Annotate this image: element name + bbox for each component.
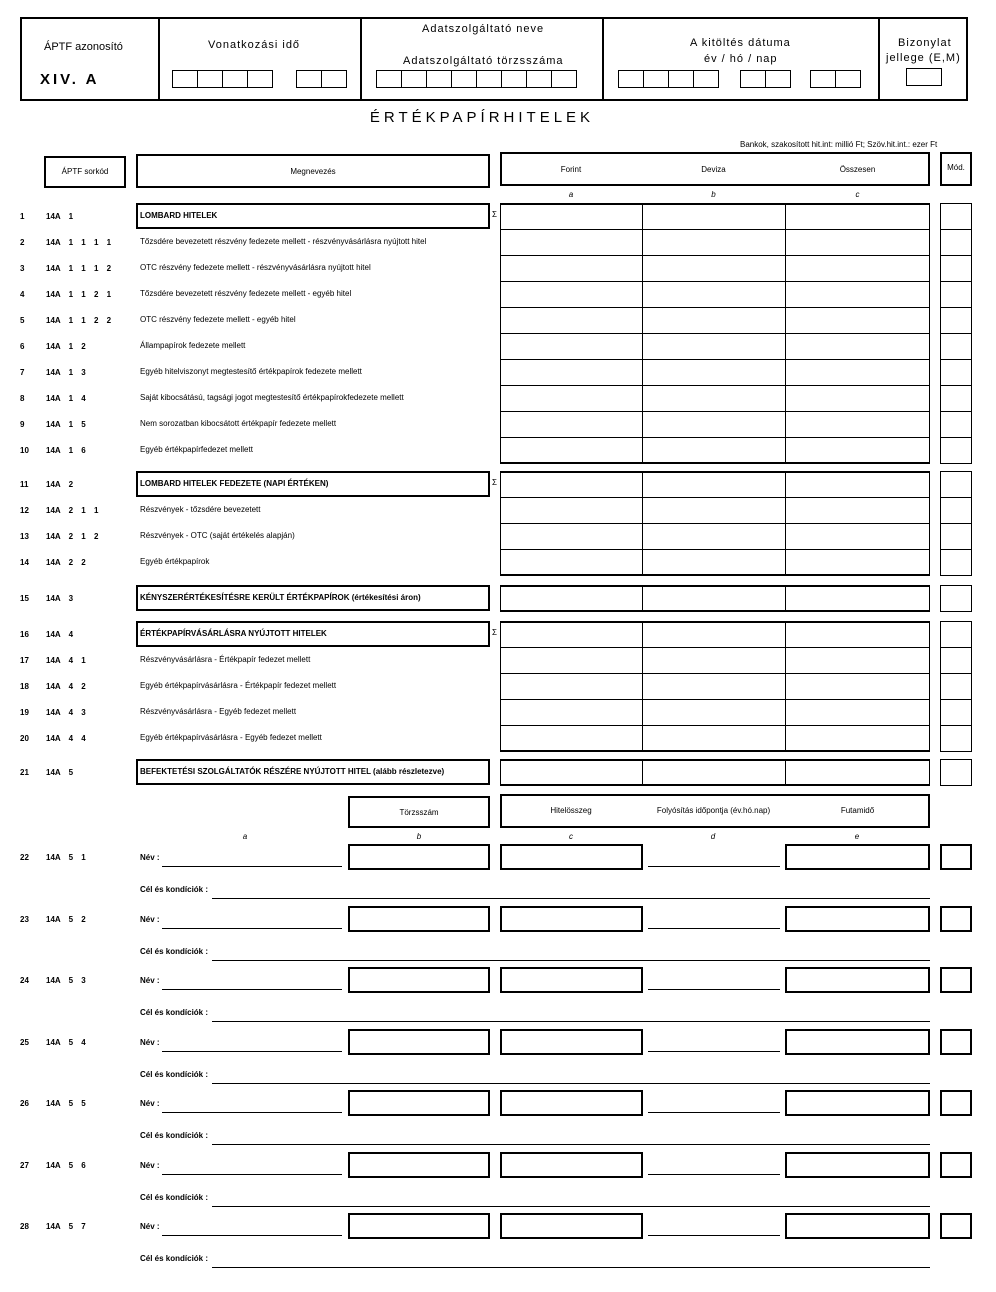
doc-type-label: Bizonylat <box>898 37 952 49</box>
osszesen-cell[interactable] <box>785 203 930 230</box>
deviza-cell[interactable] <box>642 307 786 334</box>
cel-line[interactable] <box>212 1021 930 1022</box>
cel-label: Cél és kondíciók : <box>140 885 209 894</box>
row-number: 18 <box>20 682 29 691</box>
mod-cell[interactable] <box>940 844 972 870</box>
row-number: 27 <box>20 1160 29 1170</box>
deviza-cell[interactable] <box>642 759 786 786</box>
mod-cell[interactable] <box>940 385 972 412</box>
units-note: Bankok, szakosított hit.int: millió Ft; Szöv.hit.int.: ezer Ft <box>740 140 938 149</box>
osszesen-cell[interactable] <box>785 523 930 550</box>
row-number: 11 <box>20 480 29 489</box>
period-input-day[interactable] <box>296 70 346 88</box>
row-number: 2 <box>20 238 25 247</box>
deviza-cell[interactable] <box>642 549 786 576</box>
deviza-cell[interactable] <box>642 437 786 464</box>
row-code: 14A 4 <box>46 630 74 639</box>
row-number: 8 <box>20 394 25 403</box>
name-label: Név : <box>140 976 160 985</box>
futamido-input[interactable] <box>785 1029 930 1055</box>
torzsszam-input[interactable] <box>348 844 490 870</box>
cel-label: Cél és kondíciók : <box>140 1192 209 1202</box>
mod-cell[interactable] <box>940 281 972 308</box>
provider-id-input[interactable] <box>376 70 576 88</box>
mod-cell[interactable] <box>940 471 972 498</box>
row-number: 19 <box>20 708 29 717</box>
row-number: 7 <box>20 368 25 377</box>
osszesen-cell[interactable] <box>785 411 930 438</box>
row-number: 25 <box>20 1037 29 1047</box>
name-line[interactable] <box>162 928 342 929</box>
mod-cell[interactable] <box>940 359 972 386</box>
forint-cell[interactable] <box>500 307 643 334</box>
mod-cell[interactable] <box>940 967 972 993</box>
row-label: KÉNYSZERÉRTÉKESÍTÉSRE KERÜLT ÉRTÉKPAPÍROK (értékesítési áron) <box>140 593 421 602</box>
row-code: 14A 5 3 <box>46 976 86 985</box>
forint-cell[interactable] <box>500 621 643 648</box>
sub-col-d-label: d <box>710 832 716 841</box>
deviza-cell[interactable] <box>642 203 786 230</box>
osszesen-cell[interactable] <box>785 759 930 786</box>
mod-cell[interactable] <box>940 1152 972 1178</box>
row-number: 21 <box>20 768 29 777</box>
forint-cell[interactable] <box>500 497 643 524</box>
forint-cell[interactable] <box>500 759 643 786</box>
forint-cell[interactable] <box>500 523 643 550</box>
row-label: Saját kibocsátású, tagsági jogot megtestesítő értékpapírokfedezete mellett <box>140 393 404 402</box>
forint-cell[interactable] <box>500 255 643 282</box>
sigma-mark: Σ <box>492 628 497 637</box>
row-code: 14A 5 1 <box>46 853 86 862</box>
osszesen-cell[interactable] <box>785 471 930 498</box>
forint-cell[interactable] <box>500 281 643 308</box>
deviza-header-label: Deviza <box>701 165 726 174</box>
mod-cell[interactable] <box>940 699 972 726</box>
deviza-cell[interactable] <box>642 229 786 256</box>
row-number: 9 <box>20 420 25 429</box>
provider-name-label: Adatszolgáltató neve <box>422 23 545 35</box>
col-b-label: b <box>711 190 716 199</box>
row-code: 14A 5 <box>46 768 74 777</box>
mod-cell[interactable] <box>940 523 972 550</box>
header-divider-3 <box>602 17 604 101</box>
cel-line[interactable] <box>212 898 930 899</box>
futamido-input[interactable] <box>785 1213 930 1239</box>
hitelosszeg-input[interactable] <box>500 1029 643 1055</box>
row-code: 14A 2 2 <box>46 558 86 567</box>
row-number: 6 <box>20 342 25 351</box>
deviza-cell[interactable] <box>642 497 786 524</box>
forint-header-label: Forint <box>560 165 582 174</box>
row-number: 12 <box>20 506 29 515</box>
row-label: Egyéb értékpapírvásárlásra - Értékpapír fedezet mellett <box>140 681 337 690</box>
sub-col-b-label: b <box>416 832 422 841</box>
deviza-cell[interactable] <box>642 255 786 282</box>
mod-cell[interactable] <box>940 1090 972 1116</box>
row-number: 16 <box>20 630 29 639</box>
sub-col-e-label: e <box>854 832 860 841</box>
futamido-header-label: Futamidő <box>840 806 875 815</box>
hitelosszeg-input[interactable] <box>500 1090 643 1116</box>
row-code: 14A 4 3 <box>46 708 86 717</box>
osszesen-cell[interactable] <box>785 725 930 752</box>
folyositas-line[interactable] <box>648 1112 780 1113</box>
forint-cell[interactable] <box>500 549 643 576</box>
forint-cell[interactable] <box>500 437 643 464</box>
row-code: 14A 1 2 <box>46 342 86 351</box>
forint-cell[interactable] <box>500 725 643 752</box>
folyositas-line[interactable] <box>648 989 780 990</box>
row-number: 24 <box>20 976 29 985</box>
header-divider-2 <box>360 17 362 101</box>
folyositas-line[interactable] <box>648 1235 780 1236</box>
row-label: LOMBARD HITELEK <box>140 211 218 220</box>
sub-col-a-label: a <box>242 832 248 841</box>
torzsszam-input[interactable] <box>348 1213 490 1239</box>
osszesen-header-label: Összesen <box>839 165 876 174</box>
deviza-cell[interactable] <box>642 673 786 700</box>
doc-type-input[interactable] <box>906 68 942 86</box>
row-label: Egyéb értékpapírok <box>140 557 210 566</box>
osszesen-cell[interactable] <box>785 229 930 256</box>
fill-date-day-input[interactable] <box>810 70 860 88</box>
name-line[interactable] <box>162 1235 342 1236</box>
row-label: Részvények - tőzsdére bevezetett <box>140 505 261 514</box>
forint-cell[interactable] <box>500 229 643 256</box>
osszesen-cell[interactable] <box>785 699 930 726</box>
row-code: 14A 4 1 <box>46 656 86 665</box>
mod-cell[interactable] <box>940 203 972 230</box>
row-code: 14A 2 <box>46 480 74 489</box>
aptf-id-label: ÁPTF azonosító <box>44 41 123 53</box>
row-code: 14A 5 4 <box>46 1037 86 1047</box>
forint-cell[interactable] <box>500 647 643 674</box>
row-label: Részvényvásárlásra - Értékpapír fedezet mellett <box>140 655 311 664</box>
cel-label: Cél és kondíciók : <box>140 1254 209 1263</box>
row-number: 17 <box>20 656 29 665</box>
osszesen-cell[interactable] <box>785 359 930 386</box>
osszesen-cell[interactable] <box>785 673 930 700</box>
provider-id-label: Adatszolgáltató törzsszáma <box>403 55 564 67</box>
row-code: 14A 1 1 1 1 <box>46 238 112 247</box>
page-title: ÉRTÉKPAPÍRHITELEK <box>369 109 595 126</box>
header-divider-1 <box>158 17 160 101</box>
col-a-label: a <box>568 190 574 199</box>
row-label: BEFEKTETÉSI SZOLGÁLTATÓK RÉSZÉRE NYÚJTOTT HITEL (alább részletezve) <box>140 767 445 776</box>
period-input-year-month[interactable] <box>172 70 272 88</box>
row-code: 14A 3 <box>46 594 74 603</box>
mod-cell[interactable] <box>940 906 972 932</box>
deviza-cell[interactable] <box>642 523 786 550</box>
row-code: 14A 1 1 1 2 <box>46 264 112 273</box>
mod-cell[interactable] <box>940 759 972 786</box>
deviza-cell[interactable] <box>642 411 786 438</box>
mod-cell[interactable] <box>940 585 972 612</box>
name-label: Név : <box>140 1037 160 1047</box>
mod-header-label: Mód. <box>947 163 965 172</box>
row-label: Egyéb értékpapírfedezet mellett <box>140 445 253 454</box>
mod-cell[interactable] <box>940 411 972 438</box>
deviza-cell[interactable] <box>642 621 786 648</box>
forint-cell[interactable] <box>500 585 643 612</box>
forint-cell[interactable] <box>500 359 643 386</box>
row-code: 14A 1 1 2 1 <box>46 290 112 299</box>
row-number: 23 <box>20 914 29 924</box>
osszesen-cell[interactable] <box>785 255 930 282</box>
mod-cell[interactable] <box>940 255 972 282</box>
row-number: 13 <box>20 532 29 541</box>
row-number: 15 <box>20 594 29 603</box>
osszesen-cell[interactable] <box>785 333 930 360</box>
osszesen-cell[interactable] <box>785 549 930 576</box>
name-label: Név : <box>140 853 160 862</box>
cel-label: Cél és kondíciók : <box>140 1008 209 1017</box>
hitelosszeg-input[interactable] <box>500 967 643 993</box>
row-code: 14A 4 4 <box>46 734 86 743</box>
mod-cell[interactable] <box>940 673 972 700</box>
name-line[interactable] <box>162 1174 342 1175</box>
row-code: 14A 5 7 <box>46 1222 86 1231</box>
row-number: 4 <box>20 290 25 299</box>
row-code: 14A 1 4 <box>46 394 86 403</box>
row-label: Tőzsdére bevezetett részvény fedezete mellett - részvényvásárlásra nyújtott hitel <box>140 237 427 246</box>
name-line[interactable] <box>162 1112 342 1113</box>
forint-cell[interactable] <box>500 411 643 438</box>
hitelosszeg-input[interactable] <box>500 906 643 932</box>
torzsszam-input[interactable] <box>348 906 490 932</box>
folyositas-line[interactable] <box>648 1051 780 1052</box>
aptf-id-code: XIV. A <box>40 71 100 88</box>
osszesen-cell[interactable] <box>785 385 930 412</box>
row-code: 14A 5 6 <box>46 1160 86 1170</box>
torzsszam-input[interactable] <box>348 967 490 993</box>
row-label: OTC részvény fedezete mellett - részvényvásárlásra nyújtott hitel <box>140 263 371 272</box>
row-label: Részvényvásárlásra - Egyéb fedezet mellett <box>140 707 297 716</box>
deviza-cell[interactable] <box>642 359 786 386</box>
col-c-label: c <box>855 190 860 199</box>
mod-cell[interactable] <box>940 1029 972 1055</box>
aptf-rowcode-label: ÁPTF sorkód <box>61 167 109 176</box>
row-code: 14A 5 2 <box>46 914 86 924</box>
deviza-cell[interactable] <box>642 471 786 498</box>
deviza-cell[interactable] <box>642 699 786 726</box>
deviza-cell[interactable] <box>642 725 786 752</box>
forint-cell[interactable] <box>500 699 643 726</box>
futamido-input[interactable] <box>785 1090 930 1116</box>
row-number: 10 <box>20 446 29 455</box>
name-line[interactable] <box>162 866 342 867</box>
row-label: Állampapírok fedezete mellett <box>140 341 246 350</box>
row-label: Nem sorozatban kibocsátott értékpapír fedezete mellett <box>140 419 337 428</box>
hitelosszeg-input[interactable] <box>500 844 643 870</box>
row-code: 14A 1 3 <box>46 368 86 377</box>
period-label: Vonatkozási idő <box>208 39 301 51</box>
osszesen-cell[interactable] <box>785 437 930 464</box>
cel-line[interactable] <box>212 1267 930 1268</box>
mod-cell[interactable] <box>940 1213 972 1239</box>
row-label: LOMBARD HITELEK FEDEZETE (NAPI ÉRTÉKEN) <box>140 479 329 488</box>
row-number: 22 <box>20 853 29 862</box>
mod-cell[interactable] <box>940 549 972 576</box>
futamido-input[interactable] <box>785 967 930 993</box>
row-label: Egyéb hitelviszonyt megtestesítő értékpapírok fedezete mellett <box>140 367 362 376</box>
futamido-input[interactable] <box>785 844 930 870</box>
row-number: 26 <box>20 1099 29 1108</box>
fill-date-label: A kitöltés dátuma <box>690 37 791 49</box>
sub-col-c-label: c <box>569 832 573 841</box>
osszesen-cell[interactable] <box>785 307 930 334</box>
row-code: 14A 1 5 <box>46 420 86 429</box>
cel-label: Cél és kondíciók : <box>140 946 209 956</box>
cel-line[interactable] <box>212 1206 930 1207</box>
osszesen-cell[interactable] <box>785 585 930 612</box>
mod-cell[interactable] <box>940 307 972 334</box>
forint-cell[interactable] <box>500 385 643 412</box>
row-label: Részvények - OTC (saját értékelés alapján) <box>140 531 295 540</box>
torzsszam-input[interactable] <box>348 1090 490 1116</box>
deviza-cell[interactable] <box>642 281 786 308</box>
name-line[interactable] <box>162 1051 342 1052</box>
torzsszam-input[interactable] <box>348 1152 490 1178</box>
header-divider-4 <box>878 17 880 101</box>
row-code: 14A 5 5 <box>46 1099 86 1108</box>
mod-cell[interactable] <box>940 621 972 648</box>
deviza-cell[interactable] <box>642 647 786 674</box>
row-code: 14A 1 1 2 2 <box>46 316 112 325</box>
row-label: Tőzsdére bevezetett részvény fedezete mellett - egyéb hitel <box>140 289 352 298</box>
name-label: Név : <box>140 1160 160 1170</box>
torzsszam-header-label: Törzsszám <box>399 808 439 817</box>
mod-cell[interactable] <box>940 497 972 524</box>
row-code: 14A 2 1 1 <box>46 506 99 515</box>
name-line[interactable] <box>162 989 342 990</box>
cel-label: Cél és kondíciók : <box>140 1069 209 1079</box>
futamido-input[interactable] <box>785 906 930 932</box>
row-number: 1 <box>20 212 25 221</box>
name-label: Név : <box>140 1222 160 1231</box>
forint-cell[interactable] <box>500 471 643 498</box>
name-label: Név : <box>140 1099 160 1108</box>
row-code: 14A 1 <box>46 212 74 221</box>
cel-line[interactable] <box>212 1083 930 1084</box>
forint-cell[interactable] <box>500 333 643 360</box>
deviza-cell[interactable] <box>642 333 786 360</box>
cel-label: Cél és kondíciók : <box>140 1131 209 1140</box>
hitelosszeg-input[interactable] <box>500 1152 643 1178</box>
osszesen-cell[interactable] <box>785 621 930 648</box>
osszesen-cell[interactable] <box>785 497 930 524</box>
row-label: ÉRTÉKPAPÍRVÁSÁRLÁSRA NYÚJTOTT HITELEK <box>140 629 327 638</box>
sigma-mark: Σ <box>492 210 497 219</box>
torzsszam-input[interactable] <box>348 1029 490 1055</box>
hitelosszeg-input[interactable] <box>500 1213 643 1239</box>
folyositas-header-label: Folyósítás időpontja (év.hó.nap) <box>656 806 771 815</box>
row-code: 14A 1 6 <box>46 446 86 455</box>
sigma-mark: Σ <box>492 478 497 487</box>
osszesen-cell[interactable] <box>785 281 930 308</box>
futamido-input[interactable] <box>785 1152 930 1178</box>
mod-cell[interactable] <box>940 437 972 464</box>
osszesen-cell[interactable] <box>785 647 930 674</box>
hitelosszeg-header-label: Hitelösszeg <box>550 806 592 815</box>
name-header-label: Megnevezés <box>290 167 336 176</box>
row-label: Egyéb értékpapírvásárlásra - Egyéb fedezet mellett <box>140 733 322 742</box>
fill-date-month-input[interactable] <box>740 70 790 88</box>
name-label: Név : <box>140 914 160 924</box>
folyositas-line[interactable] <box>648 928 780 929</box>
cel-line[interactable] <box>212 1144 930 1145</box>
fill-date-format: év / hó / nap <box>704 53 778 65</box>
row-number: 14 <box>20 558 29 567</box>
row-number: 3 <box>20 264 25 273</box>
row-number: 20 <box>20 734 29 743</box>
forint-cell[interactable] <box>500 203 643 230</box>
mod-cell[interactable] <box>940 647 972 674</box>
folyositas-line[interactable] <box>648 866 780 867</box>
doc-type-label2: jellege (E,M) <box>886 52 961 64</box>
deviza-cell[interactable] <box>642 385 786 412</box>
mod-cell[interactable] <box>940 725 972 752</box>
mod-cell[interactable] <box>940 229 972 256</box>
row-number: 5 <box>20 316 25 325</box>
row-label: OTC részvény fedezete mellett - egyéb hitel <box>140 315 296 324</box>
row-code: 14A 2 1 2 <box>46 532 99 541</box>
row-number: 28 <box>20 1222 29 1231</box>
fill-date-year-input[interactable] <box>618 70 718 88</box>
cel-line[interactable] <box>212 960 930 961</box>
folyositas-line[interactable] <box>648 1174 780 1175</box>
forint-cell[interactable] <box>500 673 643 700</box>
mod-cell[interactable] <box>940 333 972 360</box>
deviza-cell[interactable] <box>642 585 786 612</box>
row-code: 14A 4 2 <box>46 682 86 691</box>
